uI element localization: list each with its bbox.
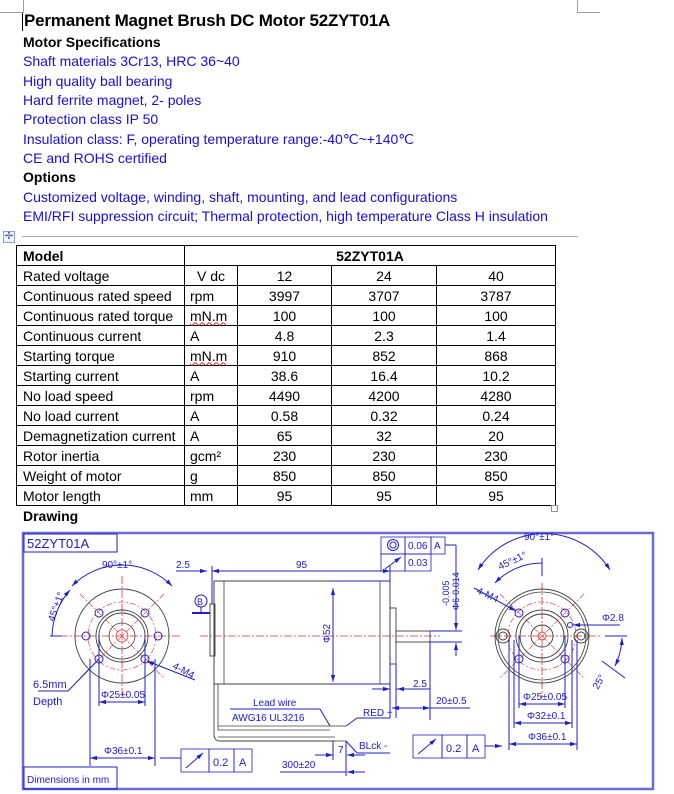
svg-text:Φ25±0.05: Φ25±0.05 bbox=[101, 690, 146, 701]
svg-text:Φ36±0.1: Φ36±0.1 bbox=[104, 746, 143, 757]
document-title: Permanent Magnet Brush DC Motor 52ZYT01A bbox=[24, 11, 391, 30]
unit-cell: gcm² bbox=[185, 446, 238, 466]
param-cell: Rotor inertia bbox=[17, 446, 185, 466]
table-row bbox=[17, 366, 556, 386]
unit-cell: A bbox=[185, 366, 238, 386]
drawing-model-label: 52ZYT01A bbox=[27, 536, 90, 551]
svg-text:Lead wire: Lead wire bbox=[253, 698, 297, 709]
unit-cell: rpm bbox=[185, 386, 238, 406]
table-row bbox=[17, 486, 556, 506]
svg-text:90°±1°: 90°±1° bbox=[524, 532, 555, 543]
svg-text:Φ25±0.05: Φ25±0.05 bbox=[523, 692, 568, 703]
divider bbox=[22, 236, 578, 237]
svg-text:RED +: RED + bbox=[363, 708, 393, 719]
front-view-right bbox=[474, 532, 627, 750]
svg-text:300±20: 300±20 bbox=[282, 760, 316, 771]
svg-text:A: A bbox=[434, 541, 441, 552]
spec-line: Hard ferrite magnet, 2- poles bbox=[23, 92, 202, 108]
spec-line: Shaft materials 3Cr13, HRC 36~40 bbox=[23, 53, 240, 69]
svg-text:0.06: 0.06 bbox=[408, 541, 428, 552]
value-cell: 4200 bbox=[332, 386, 437, 406]
svg-text:45°±1°: 45°±1° bbox=[496, 549, 529, 573]
value-cell: 100 bbox=[238, 306, 332, 326]
value-cell: 868 bbox=[437, 346, 556, 366]
svg-text:0.2: 0.2 bbox=[446, 743, 462, 755]
value-cell: 850 bbox=[332, 466, 437, 486]
param-cell: Continuous rated speed bbox=[17, 286, 185, 306]
text-cursor bbox=[22, 13, 23, 31]
value-cell: 230 bbox=[238, 446, 332, 466]
value-cell: 0.58 bbox=[238, 406, 332, 426]
value-cell: 4490 bbox=[238, 386, 332, 406]
svg-text:Φ32±0.1: Φ32±0.1 bbox=[527, 711, 566, 722]
unit-cell: rpm bbox=[185, 286, 238, 306]
value-cell: 4.8 bbox=[238, 326, 332, 346]
dimensions-note: Dimensions in mm bbox=[27, 775, 110, 786]
svg-text:95: 95 bbox=[296, 560, 308, 571]
value-cell: 12 bbox=[238, 266, 332, 286]
spec-line: CE and ROHS certified bbox=[23, 150, 167, 166]
svg-text:B: B bbox=[197, 597, 204, 607]
page-corner-mark-right bbox=[577, 0, 600, 13]
svg-text:-0.005: -0.005 bbox=[441, 580, 451, 606]
value-cell: 230 bbox=[437, 446, 556, 466]
svg-text:6.5mm: 6.5mm bbox=[33, 679, 67, 691]
value-cell: 4280 bbox=[437, 386, 556, 406]
param-cell: Continuous rated torque bbox=[17, 306, 185, 326]
side-view bbox=[160, 537, 502, 776]
svg-text:4-M4: 4-M4 bbox=[474, 585, 501, 606]
param-cell: No load current bbox=[17, 406, 185, 426]
value-cell: 850 bbox=[437, 466, 556, 486]
page-corner-mark-left bbox=[0, 0, 24, 13]
svg-text:2.5: 2.5 bbox=[176, 560, 190, 571]
drawing-heading: Drawing bbox=[23, 508, 79, 524]
table-row bbox=[17, 326, 556, 346]
value-cell: 910 bbox=[238, 346, 332, 366]
svg-text:Φ6-0.014: Φ6-0.014 bbox=[451, 572, 461, 610]
spec-line: Protection class IP 50 bbox=[23, 111, 159, 127]
svg-text:Depth: Depth bbox=[33, 696, 63, 708]
value-cell: 40 bbox=[437, 266, 556, 286]
value-cell: 230 bbox=[332, 446, 437, 466]
param-cell: No load speed bbox=[17, 386, 185, 406]
front-view-left bbox=[33, 560, 196, 766]
table-row bbox=[17, 406, 556, 426]
motor-technical-drawing bbox=[0, 528, 674, 794]
svg-text:0.2: 0.2 bbox=[213, 757, 229, 769]
param-cell: Demagnetization current bbox=[17, 426, 185, 446]
value-cell: 32 bbox=[332, 426, 437, 446]
value-cell: 3707 bbox=[332, 286, 437, 306]
svg-text:4-M4: 4-M4 bbox=[170, 660, 196, 682]
svg-text:A: A bbox=[472, 743, 480, 755]
param-cell: Weight of motor bbox=[17, 466, 185, 486]
svg-text:Φ52: Φ52 bbox=[322, 623, 333, 643]
unit-cell: A bbox=[185, 326, 238, 346]
spec-table bbox=[16, 245, 556, 506]
value-cell: 95 bbox=[437, 486, 556, 506]
svg-text:0.03: 0.03 bbox=[408, 558, 428, 569]
unit-cell: A bbox=[185, 406, 238, 426]
value-cell: 0.24 bbox=[437, 406, 556, 426]
svg-text:25°: 25° bbox=[591, 672, 609, 692]
svg-text:2.5: 2.5 bbox=[413, 679, 427, 690]
table-row bbox=[17, 446, 556, 466]
value-cell: 0.32 bbox=[332, 406, 437, 426]
svg-text:A: A bbox=[239, 757, 247, 769]
unit-cell: V dc bbox=[185, 266, 238, 286]
option-line: Customized voltage, winding, shaft, mounting, and lead configurations bbox=[23, 189, 458, 205]
value-cell: 38.6 bbox=[238, 366, 332, 386]
spec-line: Insulation class: F, operating temperature range:-40℃~+140℃ bbox=[23, 131, 415, 147]
options-heading: Options bbox=[23, 169, 76, 185]
param-cell: Rated voltage bbox=[17, 266, 185, 286]
param-cell: Starting torque bbox=[17, 346, 185, 366]
value-cell: 95 bbox=[238, 486, 332, 506]
value-cell: 3997 bbox=[238, 286, 332, 306]
svg-text:45°±1°: 45°±1° bbox=[46, 590, 68, 624]
unit-cell: mN.m bbox=[190, 307, 228, 324]
value-cell: 3787 bbox=[437, 286, 556, 306]
param-cell: Motor length bbox=[17, 486, 185, 506]
svg-text:Φ2.8: Φ2.8 bbox=[602, 613, 624, 624]
svg-text:Φ36±0.1: Φ36±0.1 bbox=[528, 732, 567, 743]
value-cell: 10.2 bbox=[437, 366, 556, 386]
table-row bbox=[17, 466, 556, 486]
table-header-model-label: Model bbox=[17, 246, 185, 266]
unit-cell: A bbox=[185, 426, 238, 446]
table-row bbox=[17, 426, 556, 446]
table-row bbox=[17, 266, 556, 286]
unit-cell: g bbox=[185, 466, 238, 486]
table-header-row bbox=[17, 246, 556, 266]
value-cell: 95 bbox=[332, 486, 437, 506]
table-row bbox=[17, 386, 556, 406]
param-cell: Starting current bbox=[17, 366, 185, 386]
value-cell: 850 bbox=[238, 466, 332, 486]
table-row bbox=[17, 346, 556, 366]
value-cell: 1.4 bbox=[437, 326, 556, 346]
svg-text:7: 7 bbox=[338, 745, 344, 756]
value-cell: 2.3 bbox=[332, 326, 437, 346]
svg-text:90°±1°: 90°±1° bbox=[102, 560, 133, 571]
unit-cell: mm bbox=[185, 486, 238, 506]
value-cell: 16.4 bbox=[332, 366, 437, 386]
table-resize-handle[interactable] bbox=[551, 505, 558, 512]
value-cell: 24 bbox=[332, 266, 437, 286]
table-move-handle-icon[interactable]: ✢ bbox=[4, 231, 14, 242]
table-header-model: 52ZYT01A bbox=[185, 246, 556, 266]
unit-cell: mN.m bbox=[190, 347, 228, 364]
value-cell: 100 bbox=[437, 306, 556, 326]
spec-line: High quality ball bearing bbox=[23, 73, 173, 89]
table-row bbox=[17, 306, 556, 326]
param-cell: Continuous current bbox=[17, 326, 185, 346]
value-cell: 20 bbox=[437, 426, 556, 446]
svg-text:20±0.5: 20±0.5 bbox=[436, 696, 467, 707]
svg-text:AWG16 UL3216: AWG16 UL3216 bbox=[232, 713, 305, 724]
option-line: EMI/RFI suppression circuit; Thermal protection, high temperature Class H insulation bbox=[23, 208, 548, 224]
value-cell: 65 bbox=[238, 426, 332, 446]
svg-text:BLck -: BLck - bbox=[359, 741, 388, 752]
table-row bbox=[17, 286, 556, 306]
value-cell: 852 bbox=[332, 346, 437, 366]
specs-heading: Motor Specifications bbox=[23, 34, 161, 50]
value-cell: 100 bbox=[332, 306, 437, 326]
